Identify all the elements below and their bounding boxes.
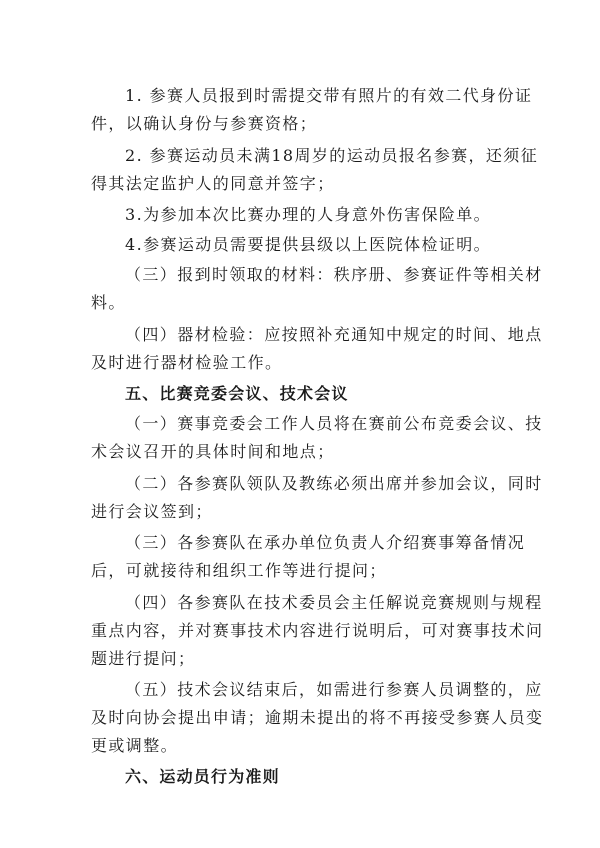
text-line-meeting1: （一）赛事竞委会工作人员将在赛前公布竞委会议、技 xyxy=(125,414,543,433)
text-line-meeting5: （五）技术会议结束后，如需进行参赛人员调整的，应 xyxy=(125,680,543,699)
text-line-section4: （四）器材检验：应按照补充通知中规定的时间、地点 xyxy=(125,325,543,344)
text-line-item2-cont: 得其法定监护人的同意并签字； xyxy=(91,174,335,193)
text-line-meeting2-cont: 进行会议签到； xyxy=(91,502,213,521)
text-line-item2: 2. 参赛运动员未满18周岁的运动员报名参赛，还须征 xyxy=(125,146,539,165)
text-line-item1-cont: 件，以确认身份与参赛资格； xyxy=(91,114,318,133)
section-heading-five: 五、比赛竞委会议、技术会议 xyxy=(125,384,349,403)
text-line-section3: （三）报到时领取的材料：秩序册、参赛证件等相关材 xyxy=(125,265,543,284)
text-line-item4: 4.参赛运动员需要提供县级以上医院体检证明。 xyxy=(125,235,492,254)
section-heading-six: 六、运动员行为准则 xyxy=(125,767,280,786)
text-line-item3: 3.为参加本次比赛办理的人身意外伤害保险单。 xyxy=(125,205,492,224)
text-line-meeting1-cont: 术会议召开的具体时间和地点； xyxy=(91,442,335,461)
text-line-meeting3-cont: 后，可就接待和组织工作等进行提问； xyxy=(91,561,387,580)
text-line-section4-cont: 及时进行器材检验工作。 xyxy=(91,353,283,372)
text-line-meeting5-cont1: 及时向协会提出申请；逾期未提出的将不再接受参赛人员变 xyxy=(91,708,544,727)
text-line-meeting4-cont1: 重点内容，并对赛事技术内容进行说明后，可对赛事技术问 xyxy=(91,621,544,640)
text-line-item1: 1. 参赛人员报到时需提交带有照片的有效二代身份证 xyxy=(125,86,533,105)
text-line-meeting5-cont2: 更或调整。 xyxy=(91,736,179,755)
text-line-meeting2: （二）各参赛队领队及教练必须出席并参加会议，同时 xyxy=(125,474,543,493)
text-line-meeting3: （三）各参赛队在承办单位负责人介绍赛事筹备情况 xyxy=(125,533,526,552)
text-line-meeting4-cont2: 题进行提问； xyxy=(91,649,196,668)
text-line-meeting4: （四）各参赛队在技术委员会主任解说竞赛规则与规程 xyxy=(125,593,543,612)
text-line-section3-cont: 料。 xyxy=(91,293,126,312)
